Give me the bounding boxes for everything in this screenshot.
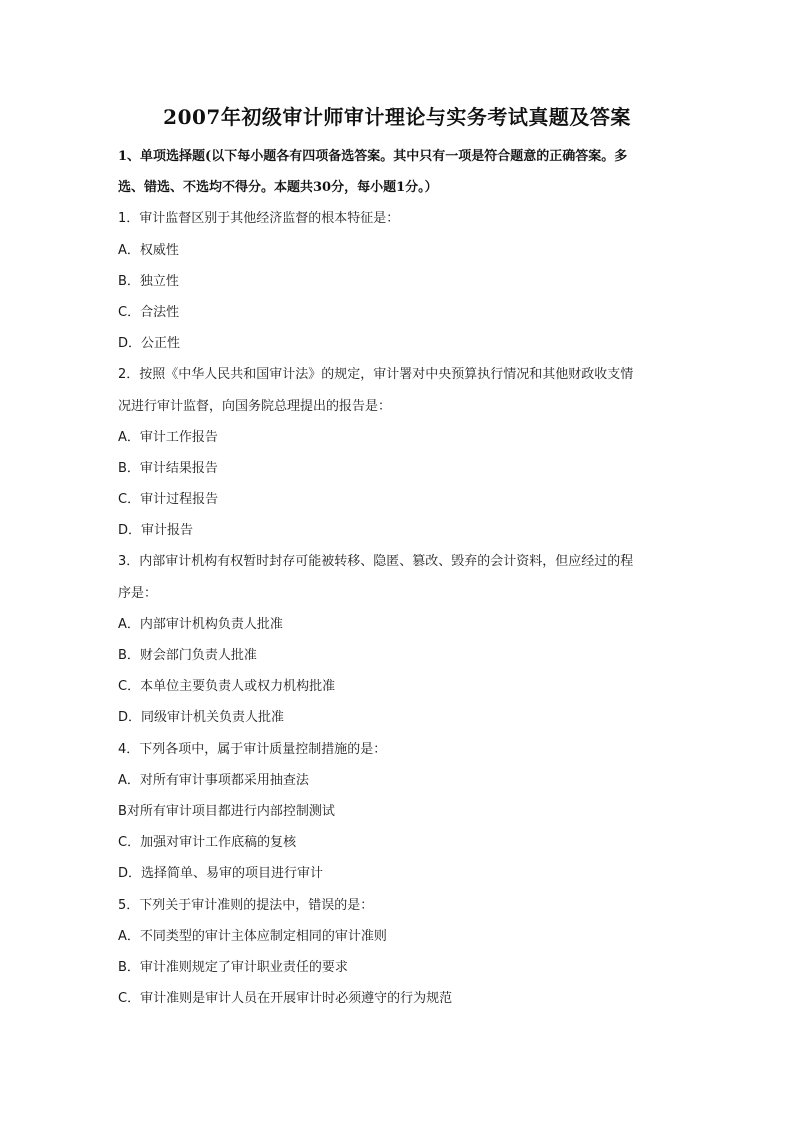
answer-option: C．加强对审计工作底稿的复核 <box>118 835 297 851</box>
document-title: 2007年初级审计师审计理论与实务考试真题及答案 <box>163 105 631 129</box>
question-text: 2．按照《中华人民共和国审计法》的规定，审计署对中央预算执行情况和其他财政收支情 <box>118 367 634 383</box>
answer-option: A．不同类型的审计主体应制定相同的审计准则 <box>118 928 387 944</box>
question-text: 序是： <box>118 585 158 601</box>
answer-option: B．审计结果报告 <box>118 460 218 476</box>
answer-option: C．审计准则是审计人员在开展审计时必须遵守的行为规范 <box>118 991 453 1007</box>
section-header-line: 1、单项选择题(以下每小题各有四项备选答案。其中只有一项是符合题意的正确答案。多 <box>118 149 628 164</box>
answer-option: D．公正性 <box>118 336 181 352</box>
answer-option: C．本单位主要负责人或权力机构批准 <box>118 679 336 695</box>
answer-option: A．权威性 <box>118 242 179 258</box>
answer-option: C．审计过程报告 <box>118 492 219 508</box>
document-body <box>118 141 678 1014</box>
answer-option: D．选择简单、易审的项目进行审计 <box>118 866 324 882</box>
answer-option: B．独立性 <box>118 273 179 289</box>
answer-option: B对所有审计项目都进行内部控制测试 <box>118 803 335 819</box>
answer-option: D．审计报告 <box>118 523 194 539</box>
answer-option: B．审计准则规定了审计职业责任的要求 <box>118 959 348 975</box>
question-text: 况进行审计监督，向国务院总理提出的报告是： <box>118 398 392 414</box>
answer-option: A．内部审计机构负责人批准 <box>118 616 283 632</box>
answer-option: A．对所有审计事项都采用抽查法 <box>118 772 309 788</box>
answer-option: D．同级审计机关负责人批准 <box>118 710 285 726</box>
question-text: 3．内部审计机构有权暂时封存可能被转移、隐匿、篡改、毁弃的会计资料，但应经过的程 <box>118 554 634 570</box>
answer-option: B．财会部门负责人批准 <box>118 648 257 663</box>
question-text: 1．审计监督区别于其他经济监督的根本特征是： <box>118 211 400 227</box>
answer-option: A．审计工作报告 <box>118 429 218 445</box>
question-text: 5．下列关于审计准则的提法中，错误的是： <box>118 897 374 913</box>
question-text: 4．下列各项中，属于审计质量控制措施的是： <box>118 741 387 757</box>
section-header-line: 选、错选、不选均不得分。本题共30分，每小题1分。） <box>118 180 438 196</box>
answer-option: C．合法性 <box>118 304 180 320</box>
